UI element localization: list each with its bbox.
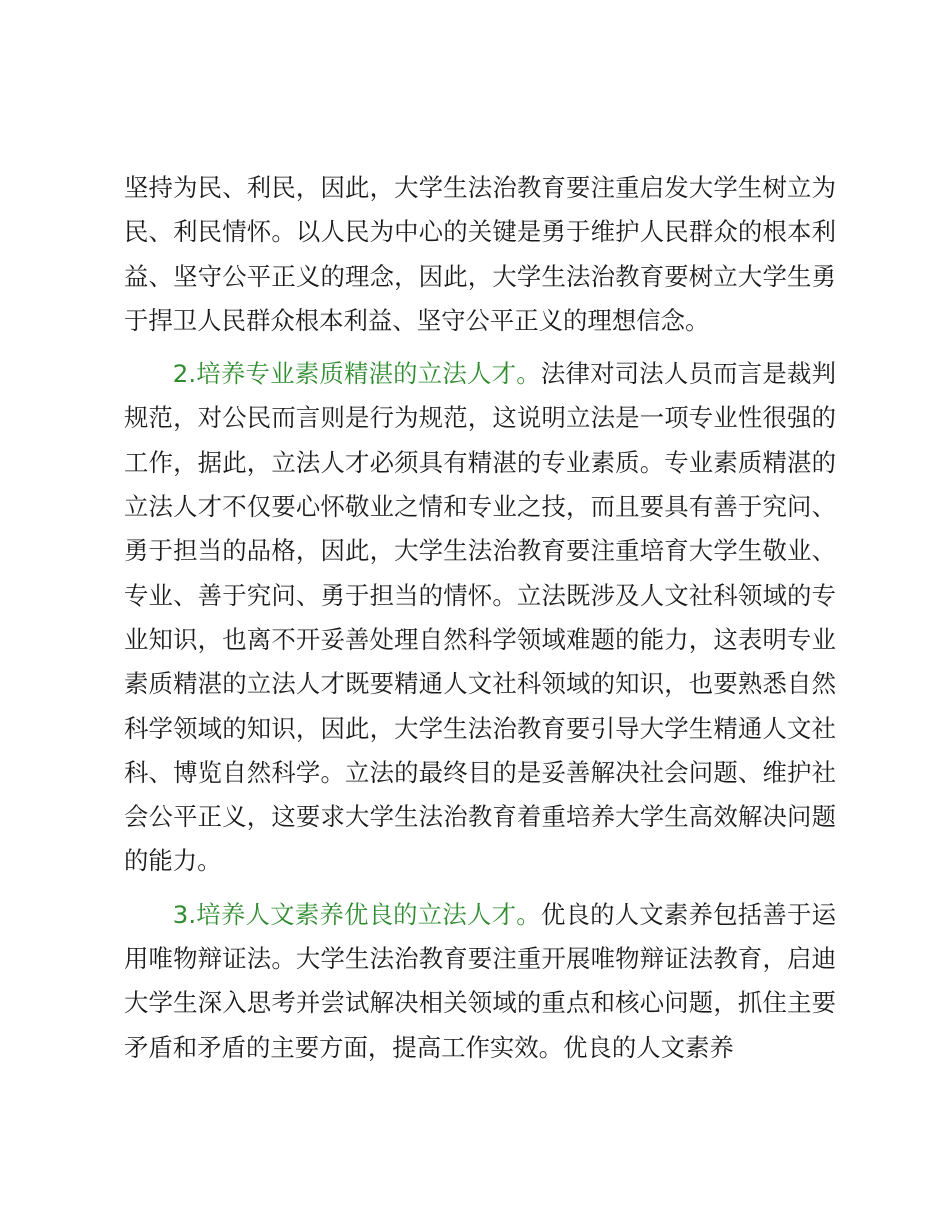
section-3-heading: 3.培养人文素养优良的立法人才。	[172, 899, 541, 929]
document-page	[124, 166, 836, 1070]
paragraph-1-text: 坚持为民、利民，因此，大学生法治教育要注重启发大学生树立为民、利民情怀。以人民为中心的关键是勇于维护人民群众的根本利益、坚守公平正义的理念，因此，大学生法治教育要树立大学生勇于捍卫人民群众根本利益、坚守公平正义的理想信念。	[124, 173, 836, 335]
paragraph-continuation	[124, 166, 836, 343]
section-2-body: 法律对司法人员而言是裁判规范，对公民而言则是行为规范，这说明立法是一项专业性很强的工作，据此，立法人才必须具有精湛的专业素质。专业素质精湛的立法人才不仅要心怀敬业之情和专业之技，而且要具有善于究问、勇于担当的品格，因此，大学生法治教育要注重培育大学生敬业、专业、善于究问、勇于担当的情怀。立法既涉及人文社科领域的专业知识，也离不开妥善处理自然科学领域难题的能力，这表明专业素质精湛的立法人才既要精通人文社科领域的知识，也要熟悉自然科学领域的知识，因此，大学生法治教育要引导大学生精通人文社科、博览自然科学。立法的最终目的是妥善解决社会问题、维护社会公平正义，这要求大学生法治教育着重培养大学生高效解决问题的能力。	[124, 359, 836, 876]
paragraph-section-2	[124, 352, 836, 884]
section-2-heading: 2.培养专业素质精湛的立法人才。	[172, 359, 541, 389]
section-3-body: 优良的人文素养包括善于运用唯物辩证法。大学生法治教育要注重开展唯物辩证法教育，启迪大学生深入思考并尝试解决相关领域的重点和核心问题，抓住主要矛盾和矛盾的主要方面，提高工作实效。优良的人文素养	[124, 899, 836, 1062]
paragraph-section-3	[124, 893, 836, 1070]
